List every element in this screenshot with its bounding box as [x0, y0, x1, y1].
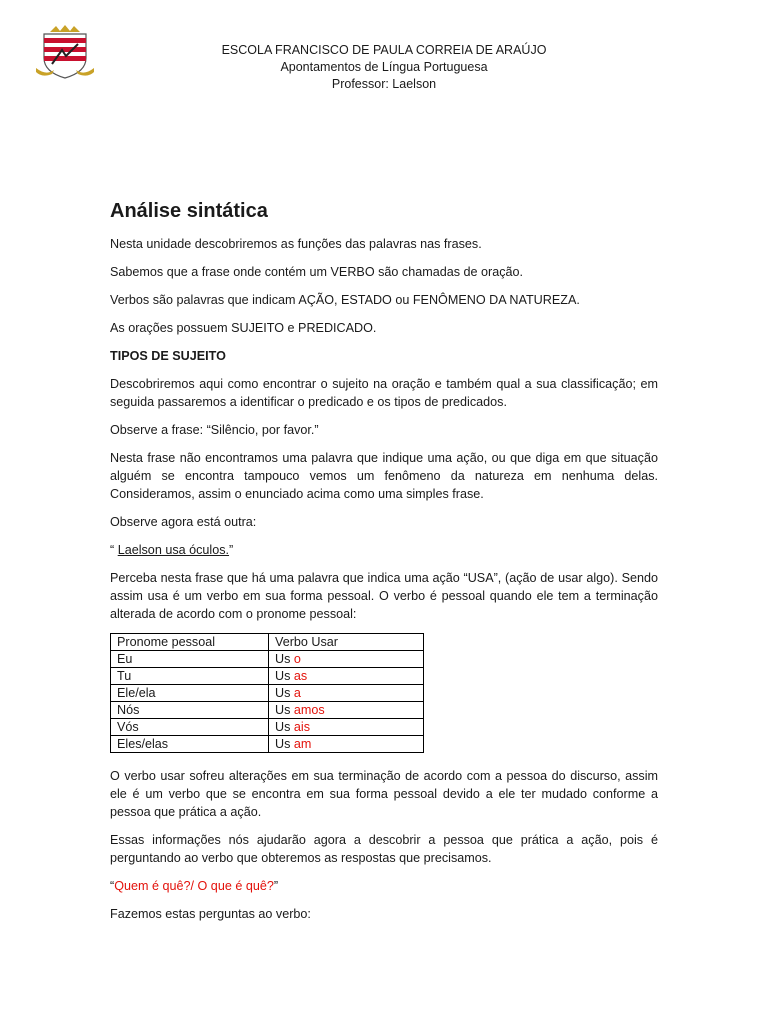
verb-stem: Us	[275, 703, 294, 717]
paragraph-subject-predicate: As orações possuem SUJEITO e PREDICADO.	[110, 321, 377, 335]
table-header-cell: Verbo Usar	[269, 634, 424, 651]
verb-cell	[269, 668, 424, 685]
paragraph-another-example: Observe agora está outra:	[110, 515, 257, 529]
table-row	[111, 685, 424, 702]
pronoun-conjugation-table	[110, 633, 424, 753]
paragraph-intro: Nesta unidade descobriremos as funções das palavras nas frases.	[110, 237, 482, 251]
verb-ending: am	[293, 737, 312, 751]
paragraph-verb-types: Verbos são palavras que indicam AÇÃO, ESTADO ou FENÔMENO DA NATUREZA.	[110, 293, 580, 307]
table-header-cell: Pronome pessoal	[111, 634, 269, 651]
section-heading: TIPOS DE SUJEITO	[110, 349, 226, 363]
verb-stem: Us	[275, 720, 294, 734]
paragraph-verb-definition: Sabemos que a frase onde contém um VERBO são chamadas de oração.	[110, 265, 524, 279]
verb-cell	[269, 651, 424, 668]
teacher-name: Professor: Laelson	[331, 77, 437, 91]
table-header-row	[111, 634, 424, 651]
example-sentence-text: Laelson usa óculos.	[117, 543, 230, 557]
crest-crown	[50, 25, 80, 32]
paragraph-phrase-explanation: Nesta frase não encontramos uma palavra que indique uma ação, ou que diga em que situação alguém se encontra tampouco vemos um fenômeno da natureza em nenhuma delas. Consideramos, assim o enunciado acima como uma simples frase.	[110, 451, 658, 501]
table-row	[111, 651, 424, 668]
verb-cell	[269, 719, 424, 736]
table-row	[111, 719, 424, 736]
paragraph-final: Fazemos estas perguntas ao verbo:	[110, 907, 311, 921]
question-line	[110, 877, 658, 895]
quote-close: ”	[229, 543, 234, 557]
paragraph-information: Essas informações nós ajudarão agora a descobrir a pessoa que prática a ação, pois é perguntando ao verbo que obteremos as respostas que precisamos.	[110, 833, 658, 865]
table-row	[111, 668, 424, 685]
table-row	[111, 702, 424, 719]
verb-cell	[269, 685, 424, 702]
question-quote-open: “	[110, 879, 115, 893]
pronoun-cell: Ele/ela	[111, 685, 269, 702]
verb-ending: ais	[293, 720, 310, 734]
pronoun-cell: Nós	[111, 702, 269, 719]
paragraph-example-phrase: Observe a frase: “Silêncio, por favor.”	[110, 423, 319, 437]
table-row	[111, 736, 424, 753]
pronoun-cell: Vós	[111, 719, 269, 736]
verb-ending: a	[293, 686, 301, 700]
question-text: Quem é quê?/ O que é quê?	[114, 879, 274, 893]
verb-stem: Us	[275, 669, 294, 683]
verb-ending: as	[293, 669, 308, 683]
quote-open: “	[110, 543, 118, 557]
document-header	[0, 42, 768, 93]
example-sentence	[110, 541, 658, 559]
subject-name: Apontamentos de Língua Portuguesa	[280, 60, 488, 74]
paragraph-verb-explanation: Perceba nesta frase que há uma palavra que indica uma ação “USA”, (ação de usar algo). Sendo assim usa é um verbo em sua forma pessoal. O verbo é pessoal quando ele tem a terminação alterada de acordo com o pronome pessoal:	[110, 571, 658, 621]
verb-cell	[269, 736, 424, 753]
verb-cell	[269, 702, 424, 719]
verb-ending: amos	[293, 703, 325, 717]
document-body	[110, 200, 658, 933]
pronoun-cell: Eu	[111, 651, 269, 668]
verb-stem: Us	[275, 652, 294, 666]
page-title: Análise sintática	[110, 200, 268, 222]
verb-ending: o	[293, 652, 301, 666]
verb-stem: Us	[275, 737, 294, 751]
verb-stem: Us	[275, 686, 294, 700]
paragraph-verb-change: O verbo usar sofreu alterações em sua terminação de acordo com a pessoa do discurso, assim ele é um verbo que se encontra em sua forma pessoal devido a ele ter mudado conforme a pessoa que prática a ação.	[110, 769, 658, 819]
school-name: ESCOLA FRANCISCO DE PAULA CORREIA DE ARAÚJO	[221, 43, 547, 57]
paragraph-objective: Descobriremos aqui como encontrar o sujeito na oração e também qual a sua classificação; em seguida passaremos a identificar o predicado e os tipos de predicados.	[110, 377, 658, 409]
pronoun-cell: Eles/elas	[111, 736, 269, 753]
pronoun-cell: Tu	[111, 668, 269, 685]
question-quote-close: ”	[273, 879, 279, 893]
